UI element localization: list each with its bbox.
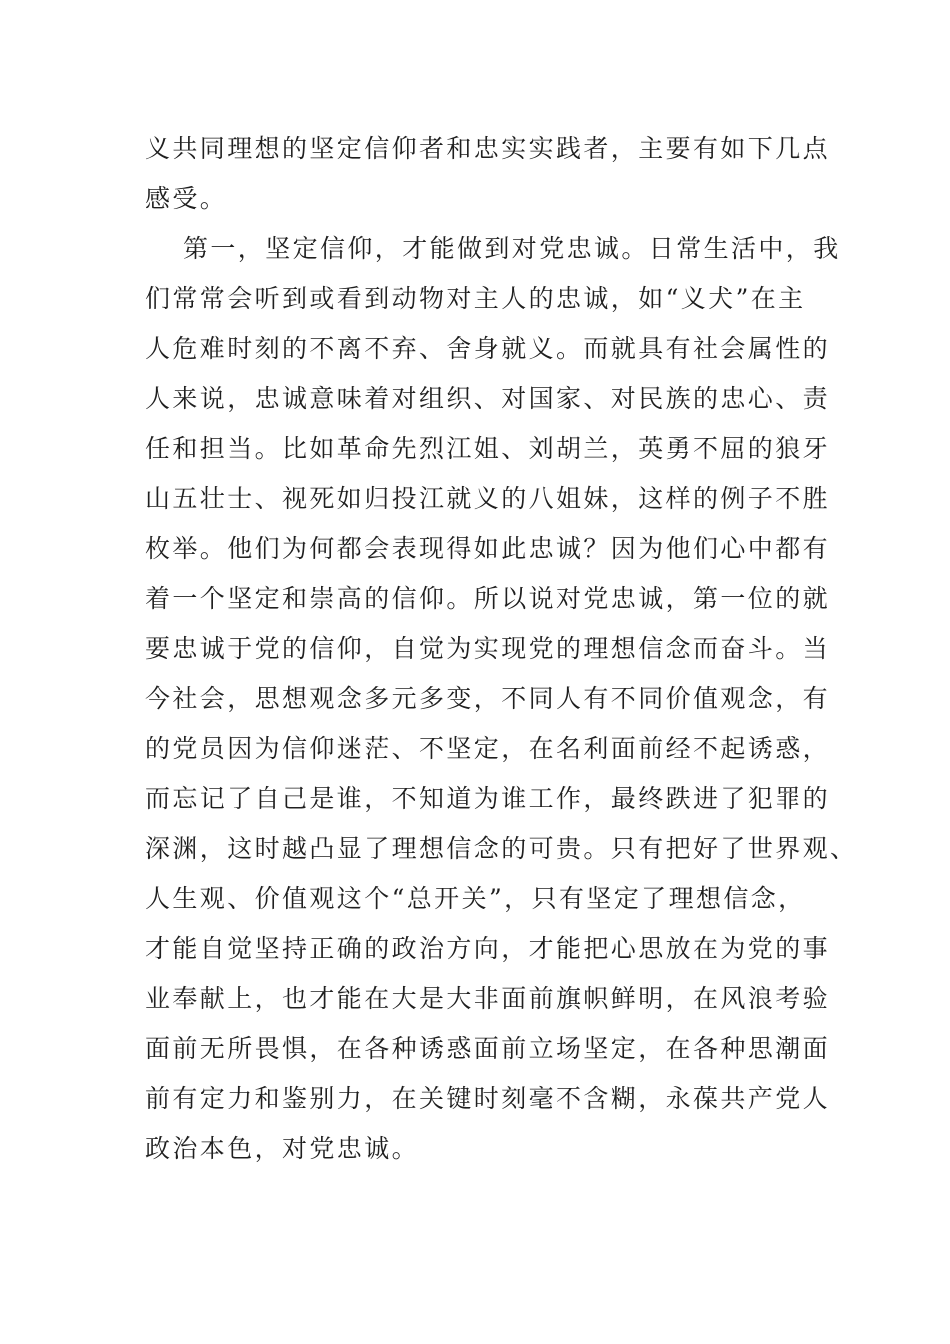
text-line: 深渊，这时越凸显了理想信念的可贵。只有把好了世界观、 bbox=[145, 834, 858, 863]
text-line: 人危难时刻的不离不弃、舍身就义。而就具有社会属性的 bbox=[145, 334, 831, 363]
text-line: 的党员因为信仰迷茫、不坚定，在名利面前经不起诱惑， bbox=[145, 734, 831, 763]
text-line: 义共同理想的坚定信仰者和忠实实践者，主要有如下几点 bbox=[145, 134, 831, 163]
text-line: 业奉献上，也才能在大是大非面前旗帜鲜明，在风浪考验 bbox=[145, 984, 831, 1013]
text-line: 们常常会听到或看到动物对主人的忠诚，如“义犬”在主 bbox=[145, 284, 806, 313]
body-text bbox=[145, 124, 858, 1174]
text-line: 而忘记了自己是谁，不知道为谁工作，最终跌进了犯罪的 bbox=[145, 784, 831, 813]
text-line: 人生观、价值观这个“总开关”，只有坚定了理想信念， bbox=[145, 884, 806, 913]
text-line: 山五壮士、视死如归投江就义的八姐妹，这样的例子不胜 bbox=[145, 484, 831, 513]
text-line: 面前无所畏惧，在各种诱惑面前立场坚定，在各种思潮面 bbox=[145, 1034, 831, 1063]
text-line: 今社会，思想观念多元多变，不同人有不同价值观念，有 bbox=[145, 684, 831, 713]
text-line: 着一个坚定和崇高的信仰。所以说对党忠诚，第一位的就 bbox=[145, 584, 831, 613]
text-line: 人来说，忠诚意味着对组织、对国家、对民族的忠心、责 bbox=[145, 384, 831, 413]
paragraph-first-line: 第一，坚定信仰，才能做到对党忠诚。日常生活中，我 bbox=[183, 234, 841, 263]
text-line: 前有定力和鉴别力，在关键时刻毫不含糊，永葆共产党人 bbox=[145, 1084, 831, 1113]
text-line: 要忠诚于党的信仰，自觉为实现党的理想信念而奋斗。当 bbox=[145, 634, 831, 663]
text-line: 任和担当。比如革命先烈江姐、刘胡兰，英勇不屈的狼牙 bbox=[145, 434, 831, 463]
text-line: 枚举。他们为何都会表现得如此忠诚？因为他们心中都有 bbox=[145, 534, 831, 563]
text-line: 感受。 bbox=[145, 184, 228, 213]
text-line: 政治本色，对党忠诚。 bbox=[145, 1134, 420, 1163]
text-line: 才能自觉坚持正确的政治方向，才能把心思放在为党的事 bbox=[145, 934, 831, 963]
